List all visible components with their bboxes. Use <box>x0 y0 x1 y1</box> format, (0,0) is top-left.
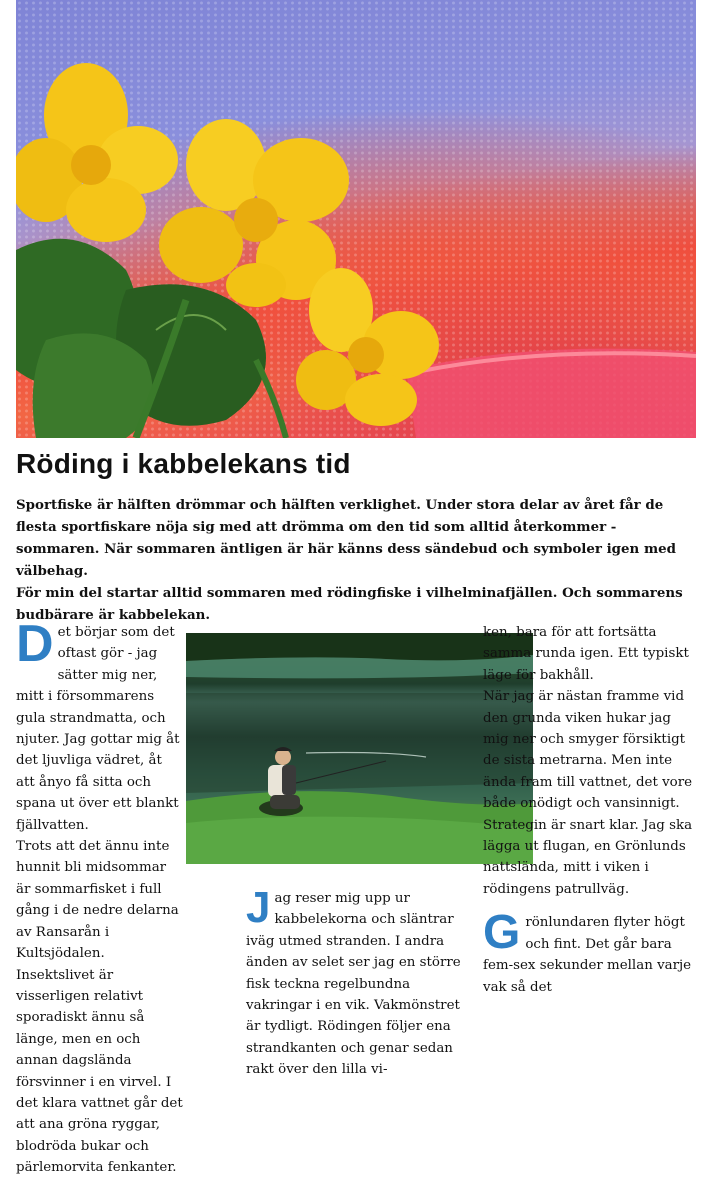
body-paragraph: Trots att det ännu inte hunnit bli midsommar är sommarfisket i full gång i de nedre delarna av Ransarån i Kultsjödalen. Insektslivet är visserligen relativt sporadiskt ännu så länge, men en och annan dagslända försvinner i en virvel. I det klara vattnet går det att ana gröna ryggar, blodröda bukar och pärlemorvita fenkanter. <box>16 839 183 1176</box>
body-paragraph: ken, bara för att fortsätta samma runda igen. Ett typiskt läge för bakhåll. <box>483 625 689 683</box>
body-paragraph <box>483 906 693 998</box>
body-text: et börjar som det oftast gör - jag sätter mig ner, mitt i försommarens gula strandmatta, och njuter. Jag gottar mig åt det ljuvliga vädret, åt att ånyo få sitta och spana ut över ett blankt fjällvatten. <box>16 625 180 833</box>
body-paragraph <box>246 883 474 1081</box>
body-paragraph: Strategin är snart klar. Jag ska lägga ut flugan, en Grönlunds nattslända, mitt i viken i rödingens patrullväg. <box>483 817 693 897</box>
body-text: ag reser mig upp ur kabbelekorna och släntrar iväg utmed stranden. I andra änden av selet ser jag en större fisk teckna regelbundna vakringar i en vik. Vakmönstret är tydligt. Rödingen följer ena strandkanten och genar sedan rakt över den lilla vi- <box>246 891 461 1078</box>
text-column-3 <box>483 622 693 998</box>
photo-angler-at-lake <box>186 633 533 864</box>
hero-photo-fish-and-marsh-marigolds <box>16 0 696 438</box>
drop-cap: J <box>246 883 271 932</box>
marsh-marigold-flowers <box>16 0 696 438</box>
article-title: Röding i kabbelekans tid <box>16 448 351 479</box>
body-paragraph: När jag är nästan framme vid den grunda viken hukar jag mig ner och smyger försiktigt de sista metrarna. Men inte ända fram till vattnet, det vore både onödigt och vansinnigt. <box>483 689 693 812</box>
text-column-1 <box>16 615 184 1179</box>
angler-scene <box>186 633 533 864</box>
drop-cap: G <box>483 906 521 960</box>
lead-text-2: För min del startar alltid sommaren med rödingfiske i vilhelminafjällen. Och sommarens budbärare är kabbelekan. <box>16 585 683 623</box>
body-paragraph <box>16 615 184 836</box>
lead-paragraph <box>16 494 701 626</box>
body-text: rönlundaren flyter högt och fint. Det går bara fem-sex sekunder mellan varje vak så det <box>483 915 692 995</box>
lead-text-1: Sportfiske är hälften drömmar och hälften verklighet. Under stora delar av året får de flesta sportfiskare nöja sig med att drömma om den tid som alltid återkommer - sommaren. När sommaren äntligen är här känns dess sändebud och symboler igen med välbehag. <box>16 497 676 579</box>
text-column-2 <box>246 883 474 1081</box>
drop-cap: D <box>16 615 54 673</box>
